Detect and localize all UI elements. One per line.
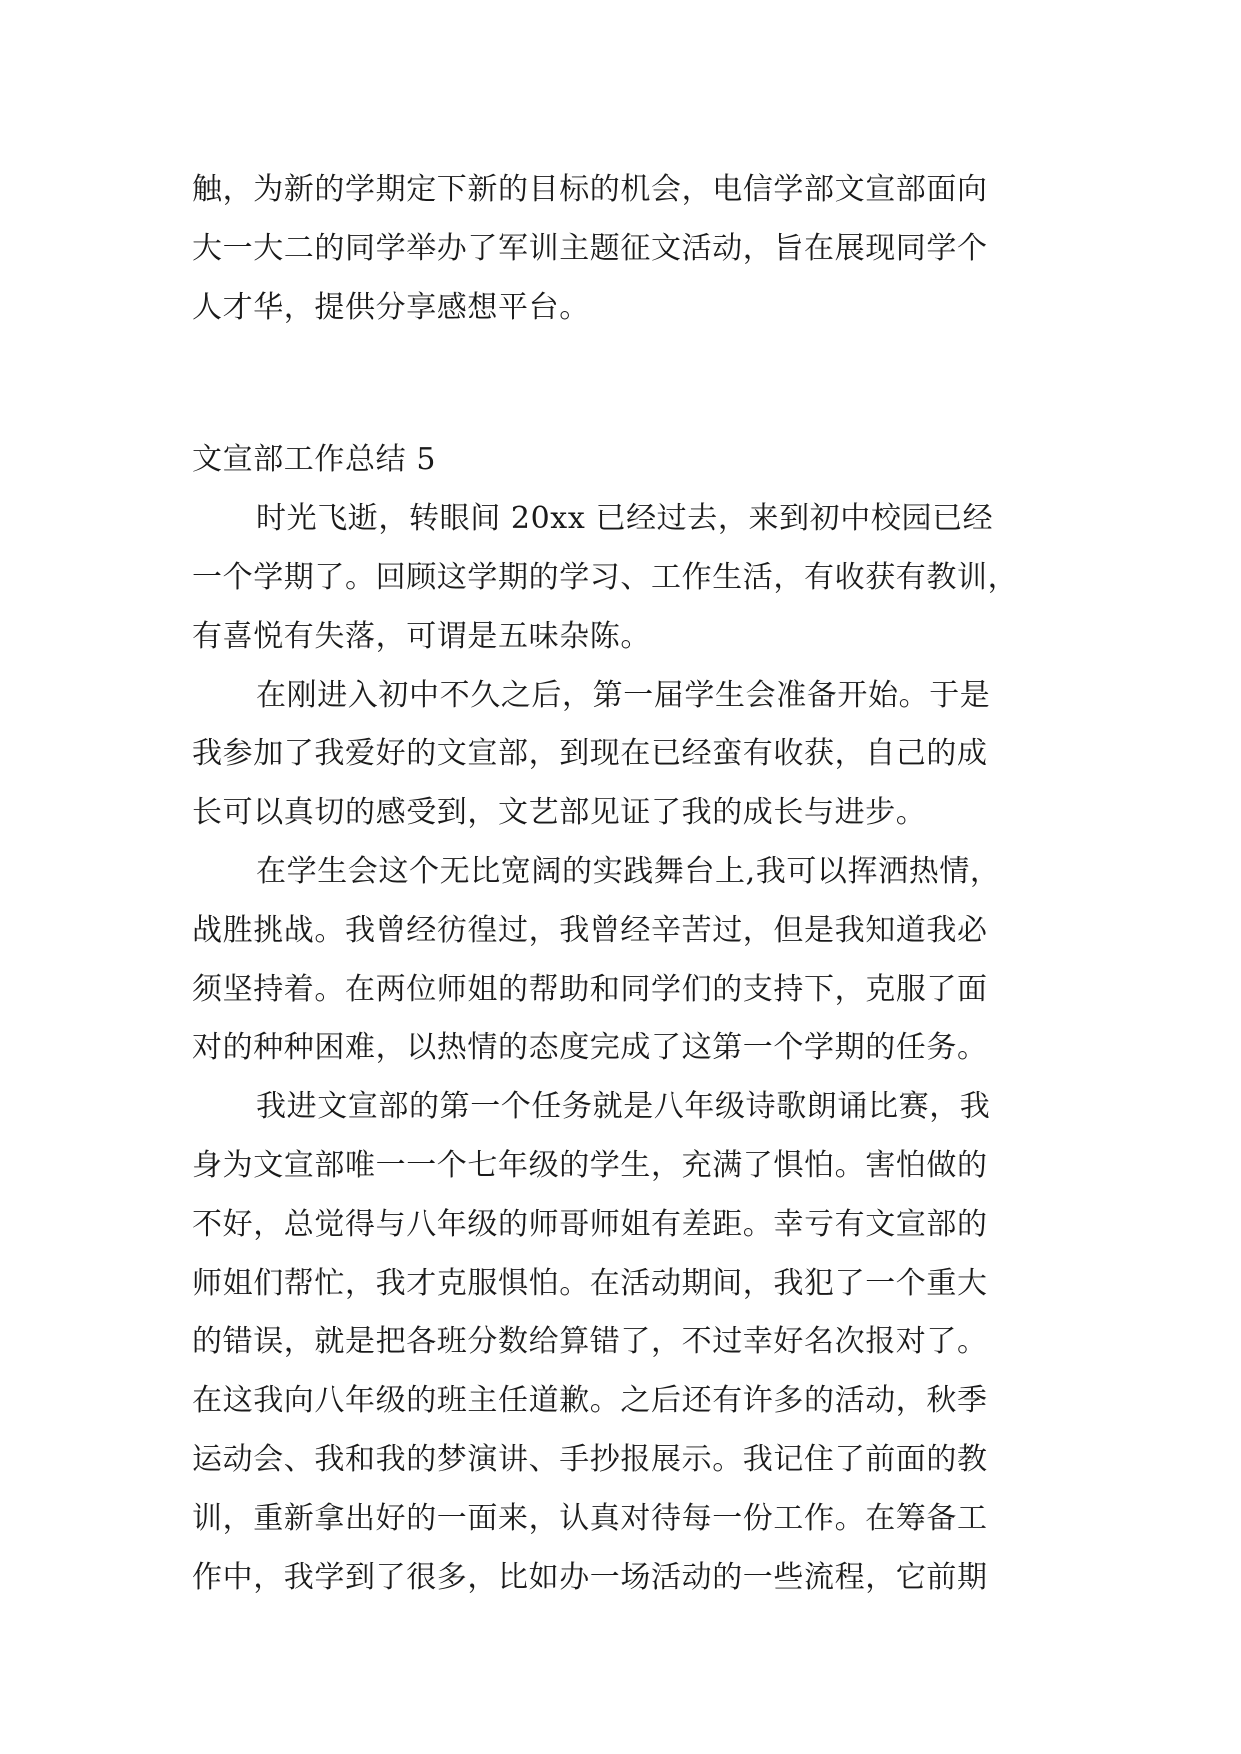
text-line: 对的种种困难，以热情的态度完成了这第一个学期的任务。: [192, 1030, 988, 1066]
intro-paragraph: [192, 161, 1054, 337]
text-line: 运动会、我和我的梦演讲、手抄报展示。我记住了前面的教: [192, 1441, 988, 1477]
text-line: 作中，我学到了很多，比如办一场活动的一些流程，它前期: [192, 1559, 988, 1595]
text-line: 在这我向八年级的班主任道歉。之后还有许多的活动，秋季: [192, 1383, 988, 1419]
text-line: 训，重新拿出好的一面来，认真对待每一份工作。在筹备工: [192, 1500, 988, 1536]
text-line: 长可以真切的感受到，文艺部见证了我的成长与进步。: [192, 795, 927, 831]
text-line: 战胜挑战。我曾经彷徨过，我曾经辛苦过，但是我知道我必: [192, 912, 988, 948]
paragraph-4: [192, 1078, 1054, 1607]
text-line: 一个学期了。回顾这学期的学习、工作生活，有收获有教训，: [192, 559, 1019, 595]
text-line: 不好，总觉得与八年级的师哥师姐有差距。幸亏有文宣部的: [192, 1206, 988, 1242]
text-line: 师姐们帮忙，我才克服惧怕。在活动期间，我犯了一个重大: [192, 1265, 988, 1301]
paragraph-1: [192, 490, 1054, 666]
text-line: 的错误，就是把各班分数给算错了，不过幸好名次报对了。: [192, 1324, 988, 1360]
text-line: 人才华，提供分享感想平台。: [192, 289, 590, 325]
text-line: 须坚持着。在两位师姐的帮助和同学们的支持下，克服了面: [192, 971, 988, 1007]
text-line: 触，为新的学期定下新的目标的机会，电信学部文宣部面向: [192, 172, 988, 207]
paragraph-gap: [192, 337, 1054, 431]
paragraph-3: [192, 843, 1054, 1078]
text-line: 身为文宣部唯一一个七年级的学生，充满了惧怕。害怕做的: [192, 1147, 988, 1183]
text-line: 有喜悦有失落，可谓是五味杂陈。: [192, 618, 651, 654]
text-line: 在学生会这个无比宽阔的实践舞台上,我可以挥洒热情，: [256, 853, 1001, 889]
text-line: 我进文宣部的第一个任务就是八年级诗歌朗诵比赛，我: [256, 1089, 991, 1125]
section-heading: 文宣部工作总结 5: [192, 442, 437, 478]
paragraph-2: [192, 667, 1054, 843]
text-line: 我参加了我爱好的文宣部，到现在已经蛮有收获，自己的成: [192, 736, 988, 772]
document-page: [192, 161, 1054, 1607]
text-line: 时光飞逝，转眼间 20xx 已经过去，来到初中校园已经: [256, 501, 994, 537]
text-line: 在刚进入初中不久之后，第一届学生会准备开始。于是: [256, 677, 991, 713]
text-line: 大一大二的同学举办了军训主题征文活动，旨在展现同学个: [192, 230, 988, 266]
